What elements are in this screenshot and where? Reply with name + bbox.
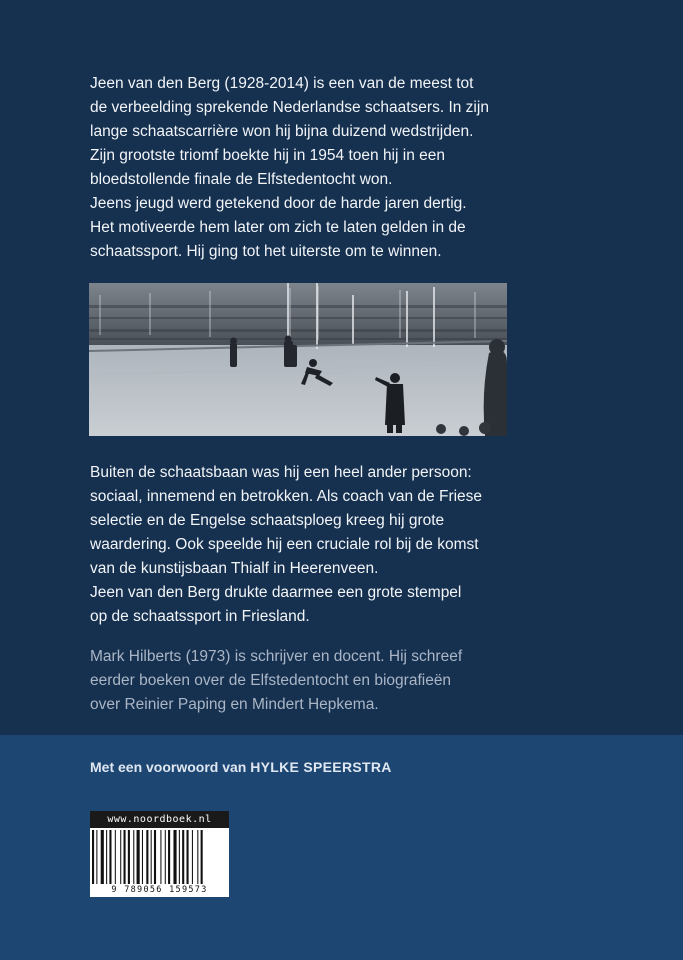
career-line: op de schaatssport in Friesland. [90,608,310,625]
career-line: Buiten de schaatsbaan was hij een heel ander persoon: [90,464,472,481]
speed-skating-photo [89,283,507,436]
career-line: sociaal, innemend en betrokken. Als coach van de Friese [90,488,483,505]
career-line: selectie en de Engelse schaatsploeg kreeg hij grote [90,512,445,529]
blurb-line: Zijn grootste triomf boekte hij in 1954 toen hij in een [90,147,445,164]
foreword-credit [90,759,392,775]
isbn-barcode [90,811,229,897]
blurb-line: schaatssport. Hij ging tot het uiterste om te winnen. [90,243,442,260]
blurb-text [90,72,610,264]
author-bio-line: over Reinier Paping en Mindert Hepkema. [90,696,379,713]
blurb-line: bloedstollende finale de Elfstedentocht won. [90,171,393,188]
blurb-line: Jeens jeugd werd getekend door de harde jaren dertig. [90,195,467,212]
career-line: Jeen van den Berg drukte daarmee een grote stempel [90,584,462,601]
career-line: van de kunstijsbaan Thialf in Heerenveen. [90,560,379,577]
barcode-bars [92,830,227,884]
author-bio-line: Mark Hilberts (1973) is schrijver en docent. Hij schreef [90,648,463,665]
career-line: waardering. Ook speelde hij een cruciale rol bij de komst [90,536,479,553]
blurb-line: Het motiveerde hem later om zich te laten gelden in de [90,219,466,236]
author-bio-line: eerder boeken over de Elfstedentocht en biografieën [90,672,452,689]
author-bio [90,645,610,717]
blurb-line: Jeen van den Berg (1928-2014) is een van de meest tot [90,75,474,92]
foreword-prefix: Met een voorwoord van [90,759,251,775]
isbn-digits: 9 789056 159573 [111,885,208,895]
publisher-url: www.noordboek.nl [90,811,229,828]
foreword-author: HYLKE SPEERSTRA [250,759,392,775]
blurb-line: de verbeelding sprekende Nederlandse schaatsers. In zijn [90,99,489,116]
career-text [90,461,610,629]
blurb-line: lange schaatscarrière won hij bijna duizend wedstrijden. [90,123,474,140]
